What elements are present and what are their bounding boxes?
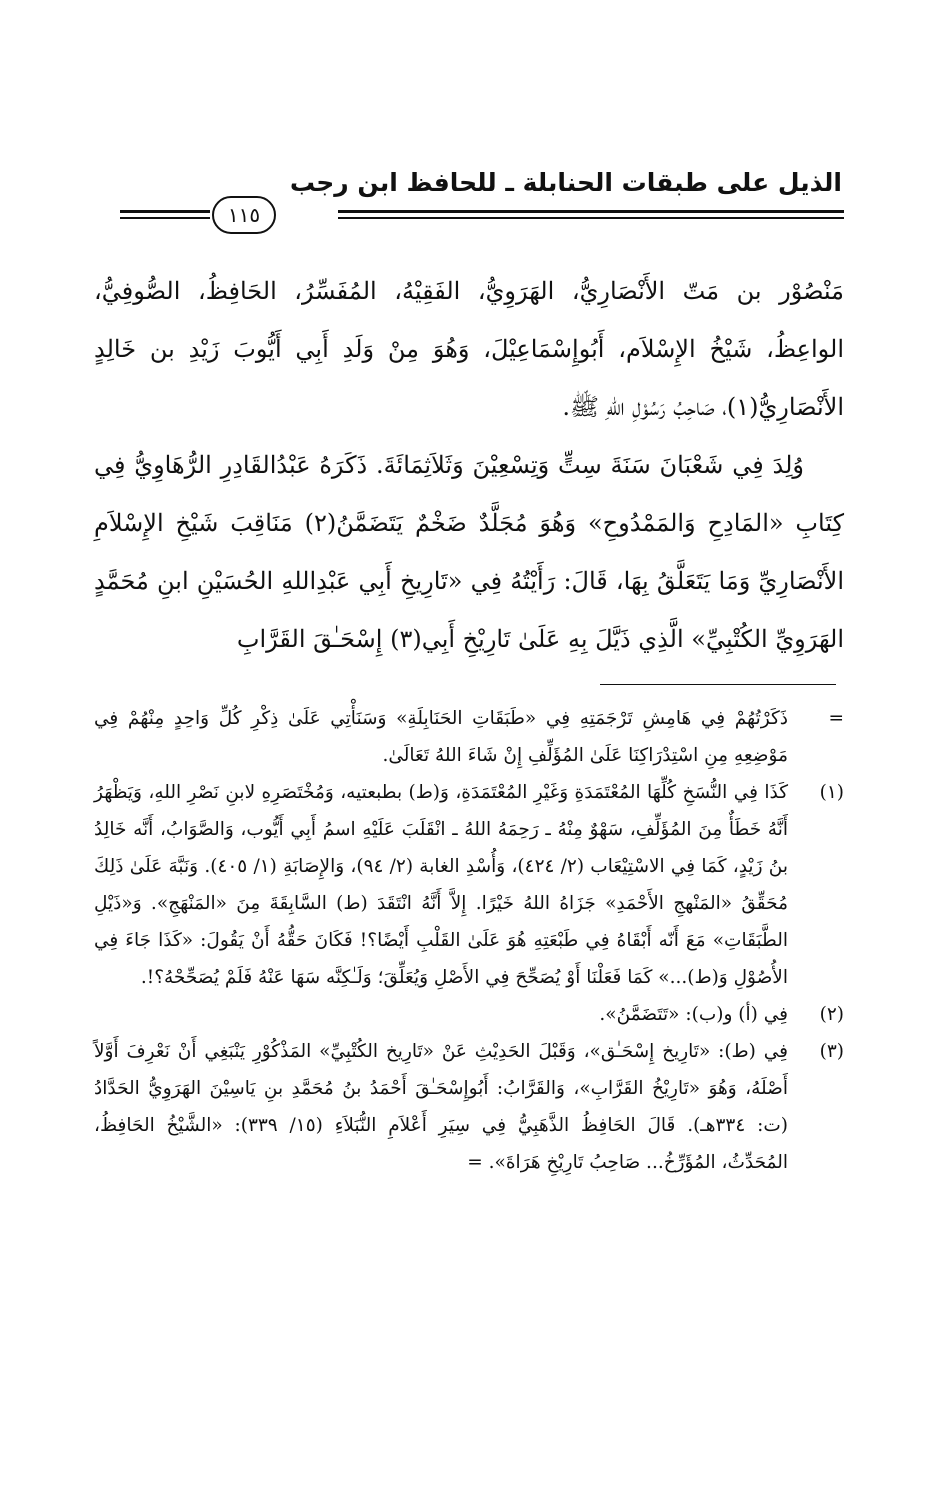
footnote-3 [94,1033,844,1181]
footnote-marker: (٢) [819,1004,844,1025]
footnote-continued [94,700,844,774]
footnote-text: كَذَا فِي النُّسَخِ كُلِّهَا المُعْتَمَدَةِ وَغَيْرِ المُعْتَمَدَةِ، وَ(ط) بطبعتيه، وَمُخْتَصَرِهِ لابنِ نَصْرِ اللهِ، وَيَظْهَرُ أَنَّهُ خَطَأٌ مِنَ المُؤَلِّفِ، سَهْوٌ مِنْهُ ـ رَحِمَهُ اللهُ ـ انْقَلَبَ عَلَيْهِ اسمُ أَبِي أَيُّوب، وَالصَّوَابُ، أَنَّه خَالِدُ بنُ زَيْدٍ، كَمَا فِي الاسْتِيْعَاب (٢/ ٤٢٤)، وَأُسْدِ الغابة (٢/ ٩٤)، وَالإِصَابَةِ (١/ ٤٠٥). وَنَبَّهَ عَلَىٰ ذَلِكَ مُحَقِّقُ «المَنْهجِ الأَحْمَدِ» جَزَاهُ اللهُ خَيْرًا. إِلاَّ أَنَّهُ انْتَقَدَ (ط) السَّابِقَةَ مِنَ «المَنْهَجِ». وَ«ذَيْلِ الطَّبَقَاتِ» مَعَ أَنّه أَبْقَاهُ فِي طَبْعَتِهِ هُوَ عَلَىٰ القَلْبِ أَيْضًا؟! فَكَانَ حَقُّهُ أَنْ يَقُولَ: «كَذَا جَاءَ فِي الأُصُوْلِ وَ(ط)...» كَمَا فَعَلْنَا أَوْ يُصَحِّحَ فِي الأَصْلِ وَيُعَلِّقَ؛ وَلَـٰكِنَّه سَهَا عَنْهُ فَلَمْ يُصَحِّحْهُ؟!. [94,782,788,988]
running-head-title: الذيل على طبقات الحنابلة ـ للحافظ ابن رجب [289,168,842,197]
footnotes [94,700,844,1181]
paragraph: مَنْصُوْر بن مَتّ الأَنْصَارِيُّ، الهَرَوِيُّ، الفَقِيْهُ، المُفَسِّرُ، الحَافِظُ، الصُّوفِيُّ، الواعِظُ، شَيْخُ الإِسْلاَم، أَبُوإِسْمَاعِيْلَ، وَهُوَ مِنْ وَلَدِ أَبِي أَيُّوبَ زَيْدِ بن خَالِدٍ الأَنْصَارِيُّ(١)، صَاحِبُ رَسُوْلِ اللهِ ﷺ. [94,277,844,421]
main-text [94,262,844,668]
footnote-marker: (٣) [819,1041,844,1062]
header-rule-left [120,210,210,219]
header-rule-right [338,210,844,219]
footnote-marker: (١) [819,782,844,803]
paragraph: وُلِدَ فِي شَعْبَانَ سَنَةَ سِتٍّ وَتِسْعِيْنَ وَثَلاَثِمَائَةَ. ذَكَرَهُ عَبْدُالقَادِرِ الرُّهَاوِيُّ فِي كِتَابِ «المَادِحِ وَالمَمْدُوحِ» وَهُوَ مُجَلَّدٌ ضَخْمٌ يَتَضَمَّنُ(٢) مَنَاقِبَ شَيْخِ الإِسْلاَمِ الأَنْصَارِيِّ وَمَا يَتَعَلَّقُ بِهَا، قَالَ: رَأَيْتُهُ فِي «تَارِيخِ أَبِي عَبْدِاللهِ الحُسَيْنِ ابنِ مُحَمَّدٍ الهَرَوِيِّ الكُتْبِيِّ» الَّذِي ذَيَّلَ بِهِ عَلَىٰ تَارِيْخِ أَبِي(٣) إِسْحَـٰقَ القَرَّابِ [94,451,845,653]
footnote-text: ذَكَرْتُهُمْ فِي هَامِشِ تَرْجَمَتِهِ فِي «طَبَقَاتِ الحَنَابِلَةِ» وَسَنَأْتِي عَلَىٰ ذِكْرِ كُلِّ وَاحِدٍ مِنْهُمْ فِي مَوْضِعِهِ مِنِ اسْتِدْرَاكِنَا عَلَىٰ المُؤَلِّفِ إِنْ شَاءَ اللهُ تَعَالَىٰ. [94,708,788,766]
footnote-text: فِي (أ) و(ب): «تَتَضَمَّنُ». [599,1004,788,1025]
footnote-separator [600,684,836,685]
footnote-marker: = [828,708,844,729]
page-number: ١١٥ [212,196,276,234]
footnote-2 [94,996,844,1033]
footnote-1 [94,774,844,996]
footnote-text: فِي (ط): «تَارِيخ إِسْحَـٰق»، وَقَبْلَ الحَدِيْثِ عَنْ «تَارِيخ الكُتْبِيِّ» المَذْكُوْرِ يَنْبَغِي أَنْ نَعْرِفَ أَوَّلاً أَصْلَهُ، وَهُوَ «تَارِيْخُ القَرَّابِ»، وَالقَرَّابُ: أَبُوإِسْحَـٰقَ أَحْمَدُ بنُ مُحَمَّدِ بنِ يَاسِيْنَ الهَرَوِيُّ الحَدَّادُ (ت: ٣٣٤هـ). قَالَ الحَافِظُ الذَّهَبِيُّ فِي سِيَرِ أَعْلاَمِ النُّبَلاَءِ (١٥/ ٣٣٩): «الشَّيْخُ الحَافِظُ، المُحَدِّثُ، المُؤَرِّخُ... صَاحِبُ تَارِيْخِ هَرَاةَ». = [94,1041,788,1173]
